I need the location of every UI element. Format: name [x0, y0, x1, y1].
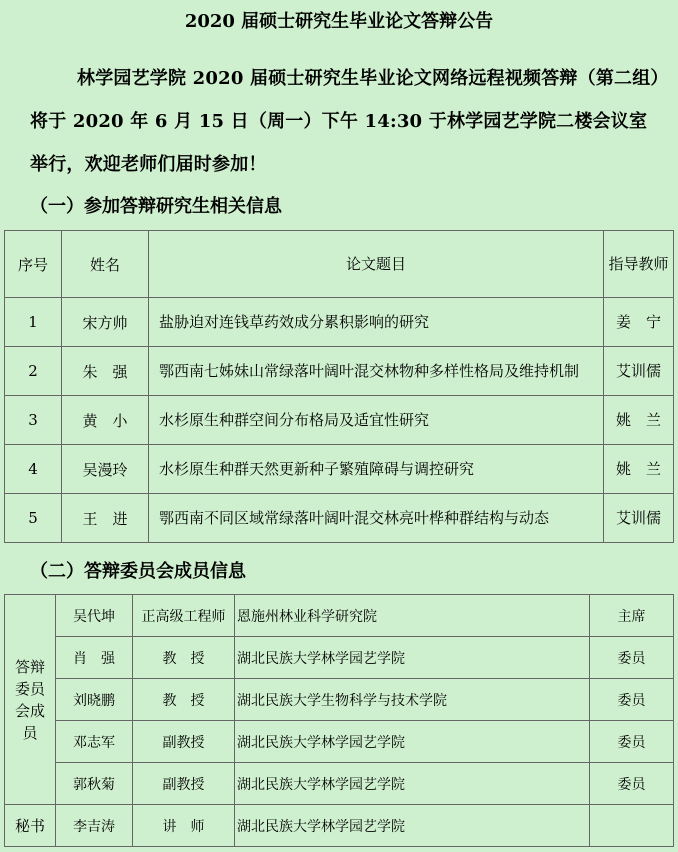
member-position: 委员: [590, 763, 674, 805]
member-position: 委员: [590, 637, 674, 679]
student-table-header: [5, 231, 674, 298]
committee-row: [5, 679, 674, 721]
member-name: 肖 强: [56, 637, 133, 679]
thesis-topic: 水杉原生种群空间分布格局及适宜性研究: [149, 396, 604, 445]
header-name: 姓名: [62, 231, 149, 298]
member-position: 委员: [590, 679, 674, 721]
header-no: 序号: [5, 231, 62, 298]
member-org: 湖北民族大学林学园艺学院: [235, 721, 590, 763]
committee-label: 答辩委员会成员: [14, 657, 45, 742]
thesis-topic: 水杉原生种群天然更新种子繁殖障碍与调控研究: [149, 445, 604, 494]
thesis-topic: 鄂西南七姊妹山常绿落叶阔叶混交林物种多样性格局及维持机制: [149, 347, 604, 396]
announcement-title: 2020 届硕士研究生毕业论文答辩公告: [184, 11, 494, 32]
member-title: 正高级工程师: [133, 595, 235, 637]
header-topic: 论文题目: [149, 231, 604, 298]
student-name: 吴漫玲: [62, 445, 149, 494]
member-name: 吴代坤: [56, 595, 133, 637]
student-row: [5, 298, 674, 347]
student-name: 朱 强: [62, 347, 149, 396]
advisor-name: 姚 兰: [604, 445, 674, 494]
member-title: 副教授: [133, 721, 235, 763]
member-org: 湖北民族大学林学园艺学院: [235, 637, 590, 679]
secretary-label: 秘书: [5, 805, 56, 847]
committee-row: [5, 721, 674, 763]
member-name: 邓志军: [56, 721, 133, 763]
student-name: 王 进: [62, 494, 149, 543]
secretary-name: 李吉涛: [56, 805, 133, 847]
thesis-topic: 鄂西南不同区域常绿落叶阔叶混交林亮叶桦种群结构与动态: [149, 494, 604, 543]
student-name: 黄 小: [62, 396, 149, 445]
committee-label-cell: [5, 595, 56, 805]
member-title: 教 授: [133, 679, 235, 721]
advisor-name: 艾训儒: [604, 347, 674, 396]
secretary-row: [5, 805, 674, 847]
member-position: 委员: [590, 721, 674, 763]
thesis-topic: 盐胁迫对连钱草药效成分累积影响的研究: [149, 298, 604, 347]
student-row: [5, 445, 674, 494]
advisor-name: 姜 宁: [604, 298, 674, 347]
committee-row: [5, 763, 674, 805]
announcement-intro: 林学园艺学院 2020 届硕士研究生毕业论文网络远程视频答辩（第二组）将于 2020 年 6 月 15 日（周一）下午 14:30 于林学园艺学院二楼会议室举行，欢迎老师们届时参加！: [30, 68, 660, 175]
committee-row: [5, 637, 674, 679]
student-name: 宋方帅: [62, 298, 149, 347]
header-advisor: 指导教师: [604, 231, 674, 298]
student-info-table: [4, 230, 674, 543]
advisor-name: 姚 兰: [604, 396, 674, 445]
section1-title: （一）参加答辩研究生相关信息: [30, 196, 282, 217]
student-no: 3: [5, 396, 62, 445]
student-row: [5, 494, 674, 543]
secretary-org: 湖北民族大学林学园艺学院: [235, 805, 590, 847]
student-row: [5, 347, 674, 396]
member-org: 湖北民族大学林学园艺学院: [235, 763, 590, 805]
student-no: 2: [5, 347, 62, 396]
student-no: 1: [5, 298, 62, 347]
committee-row: [5, 595, 674, 637]
student-no: 5: [5, 494, 62, 543]
member-name: 刘晓鹏: [56, 679, 133, 721]
member-title: 教 授: [133, 637, 235, 679]
advisor-name: 艾训儒: [604, 494, 674, 543]
secretary-title: 讲 师: [133, 805, 235, 847]
member-org: 湖北民族大学生物科学与技术学院: [235, 679, 590, 721]
member-position: 主席: [590, 595, 674, 637]
member-title: 副教授: [133, 763, 235, 805]
member-org: 恩施州林业科学研究院: [235, 595, 590, 637]
student-no: 4: [5, 445, 62, 494]
committee-table: [4, 594, 674, 847]
section2-title: （二）答辩委员会成员信息: [30, 561, 246, 582]
secretary-position: [590, 805, 674, 847]
member-name: 郭秋菊: [56, 763, 133, 805]
student-row: [5, 396, 674, 445]
